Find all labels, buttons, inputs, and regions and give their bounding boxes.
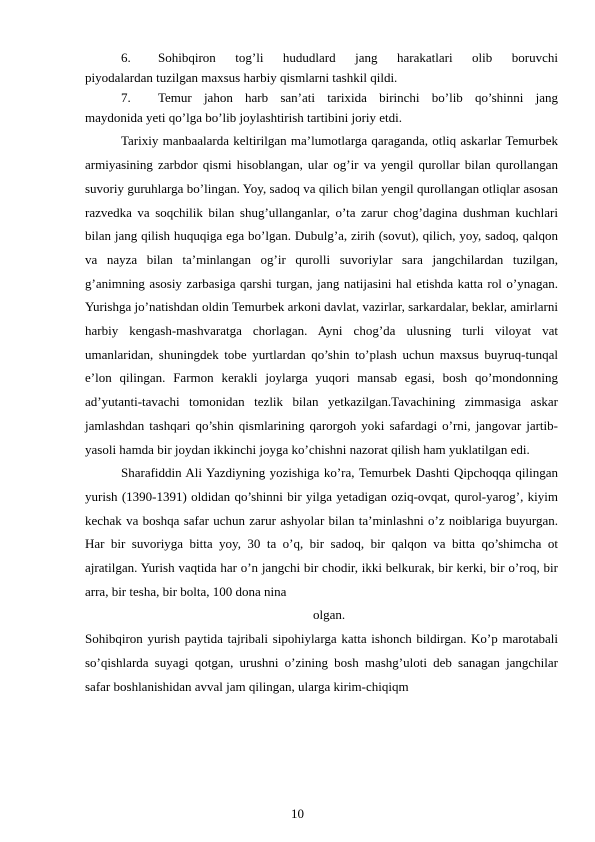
page-content (85, 50, 558, 698)
list-item-continuation: piyodalardan tuzilgan maxsus harbiy qismlarni tashkil qildi. (85, 70, 398, 85)
page-number: 10 (291, 806, 304, 821)
body-paragraph: Sohibqiron yurish paytida tajribali sipohiylarga katta ishonch bildirgan. Ko’p marotabali so’qishlarda suyagi qotgan, urushni o’zining bosh mashg’uloti deb sanagan jangchilar safar boshlanishidan avval jam qilingan, ularga kirim-chiqiqm (85, 631, 558, 694)
list-item (85, 50, 558, 66)
body-paragraph: Tarixiy manbaalarda keltirilgan ma’lumotlarga qaraganda, otliq askarlar Temurbek armiyasining zarbdor qismi hisoblangan, ular og’ir va yengil qurollar bilan qurollangan suvoriy guruhlarga bo’lingan. Yoy, sadoq va qilich bilan yengil qurollangan otliqlar asosan razvedka va soqchilik bilan shug’ullanganlar, o’ta zarur chog’dagina dushman kuchlari bilan jang qilish huquqiga ega bo’lgan. Dubulg’a, zirih (sovut), qilich, yoy, sadoq, qalqon va nayza bilan ta’minlangan og’ir qurolli suvoriylar sara jangchilardan tuzilgan, g’animning asosiy zarbasiga qarshi turgan, jang natijasini hal etishda katta rol o’ynagan. Yurishga jo’natishdan oldin Temurbek arkoni davlat, vazirlar, sarkardalar, beklar, amirlarni harbiy kengash-mashvaratga chorlagan. Ayni chog’da ulusning turli viloyat vat umanlaridan, shuningdek tobe yurtlardan qo’shin to’plash uchun maxsus buyruq-tunqal e’lon qilingan. Farmon kerakli joylarga yuqori mansab egasi, bosh qo’mondonning ad’yutanti-tavachi tomonidan tezlik bilan yetkazilgan.Tavachining zimmasiga askar jamlashdan tashqari qo’shin qismlarining qarorgoh yoki safardagi o’rni, jangovar jartib-yasoli hamda bir joydan ikkinchi joyga ko’chishni nazorat qilish ham yuklatilgan edi. (85, 133, 558, 457)
list-item-number: 7. (121, 89, 131, 105)
list-item-text: Sohibqiron tog’li hududlard jang harakatlari olib boruvchi (158, 50, 558, 65)
list-item-number: 6. (121, 50, 131, 65)
list-item (85, 90, 558, 106)
list-item-text: Temur jahon harb san’ati tarixida birinchi bo’lib qo’shinni jang (158, 89, 558, 105)
list-item-continuation: maydonida yeti qo’lga bo’lib joylashtirish tartibini joriy etdi. (85, 109, 403, 125)
body-paragraph: Sharafiddin Ali Yazdiyning yozishiga ko’ra, Temurbek Dashti Qipchoqqa qilingan yurish (1390-1391) oldidan qo’shinni bir yilga yetadigan oziq-ovqat, qurol-yarog’, kiyim kechak va boshqa safar uchun zarur ashyolar bilan ta’minlashni o’z noiblariga buyurgan. Har bir suvoriyga bitta yoy, 30 ta o’q, bir sadoq, bir qalqon va bitta qo’shimcha ot ajratilgan. Yurish vaqtida har o’n jangchi bir chodir, ikki belkurak, bir kerki, bir o’roq, bir arra, bir tesha, bir bolta, 100 dona nina (85, 465, 558, 599)
body-paragraph-tail: olgan. (313, 607, 346, 623)
